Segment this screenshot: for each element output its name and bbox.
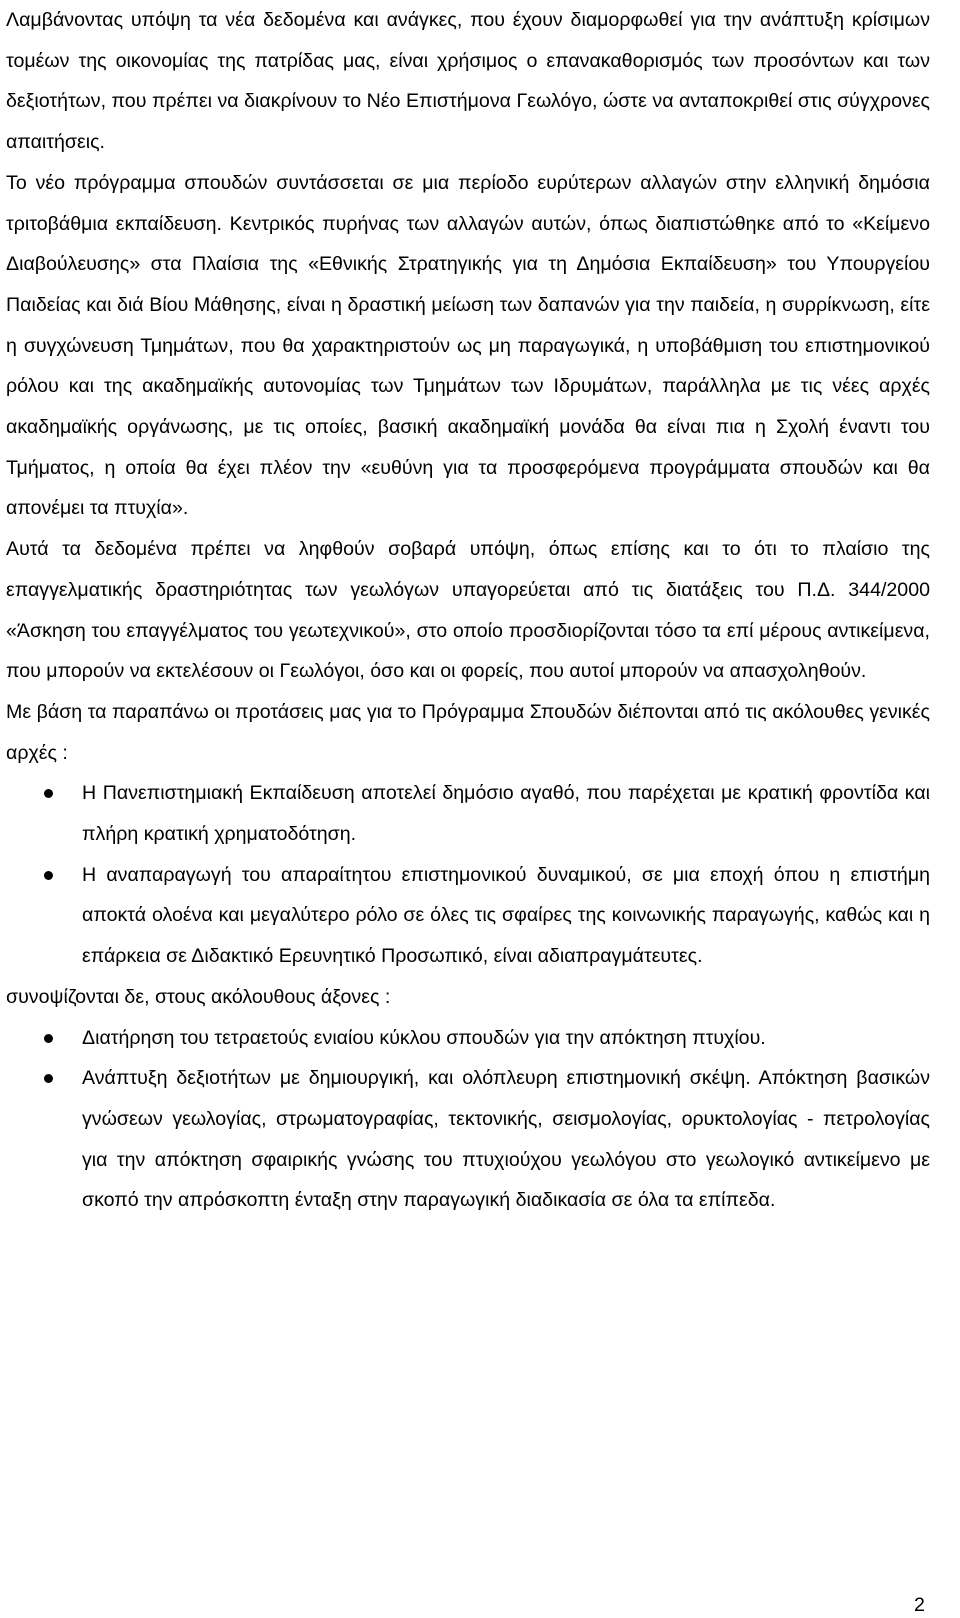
paragraph-curriculum-context: Το νέο πρόγραμμα σπουδών συντάσσεται σε μια περίοδο ευρύτερων αλλαγών στην ελληνική δημόσια τριτοβάθμια εκπαίδευση. Κεντρικός πυρήνας των αλλαγών αυτών, όπως διαπιστώθηκε από το «Κείμενο Διαβούλευσης» στα Πλαίσια της «Εθνικής Στρατηγικής για τη Δημόσια Εκπαίδευση» του Υπουργείου Παιδείας και διά Βίου Μάθησης, είναι η δραστική μείωση των δαπανών για την παιδεία, η συρρίκνωση, είτε η συγχώνευση Τμημάτων, που θα χαρακτηριστούν ως μη παραγωγικά, η υποβάθμιση του επιστημονικού ρόλου και της ακαδημαϊκής αυτονομίας των Τμημάτων των Ιδρυμάτων, παράλληλα με τις νέες αρχές ακαδημαϊκής οργάνωσης, με τις οποίες, βασική ακαδημαϊκή μονάδα θα είναι πια η Σχολή έναντι του Τμήματος, η οποία θα έχει πλέον την «ευθύνη για τα προσφερόμενα προγράμματα σπουδών και θα απονέμει τα πτυχία». [6,171,930,520]
list-item-text: Διατήρηση του τετραετούς ενιαίου κύκλου σπουδών για την απόκτηση πτυχίου. [82,1026,766,1049]
list-item [6,1058,930,1221]
axes-list [6,1018,930,1222]
paragraph-axes-intro: συνοψίζονται δε, στους ακόλουθους άξονες : [6,985,391,1008]
paragraph-intro: Λαμβάνοντας υπόψη τα νέα δεδομένα και ανάγκες, που έχουν διαμορφωθεί για την ανάπτυξη κρίσιμων τομέων της οικονομίας της πατρίδας μας, είναι χρήσιμος ο επανακαθορισμός των προσόντων και των δεξιοτήτων, που πρέπει να διακρίνουν το Νέο Επιστήμονα Γεωλόγο, ώστε να ανταποκριθεί στις σύγχρονες απαιτήσεις. [6,9,930,154]
page-number: 2 [914,1594,925,1616]
principles-list [6,773,930,977]
paragraph-legal-framework: Αυτά τα δεδομένα πρέπει να ληφθούν σοβαρά υπόψη, όπως επίσης και το ότι το πλαίσιο της επαγγελματικής δραστηριότητας των γεωλόγων υπαγορεύεται από τις διατάξεις του Π.Δ. 344/2000 «Άσκηση του επαγγέλματος του γεωτεχνικού», στο οποίο προσδιορίζονται τόσο τα επί μέρους αντικείμενα, που μπορούν να εκτελέσουν οι Γεωλόγοι, όσο και οι φορείς, που αυτοί μπορούν να απασχοληθούν. [6,538,930,683]
document-page [6,0,930,1221]
list-item-text: Η Πανεπιστημιακή Εκπαίδευση αποτελεί δημόσιο αγαθό, που παρέχεται με κρατική φροντίδα και πλήρη κρατική χρηματοδότηση. [82,782,930,846]
bullet-icon [44,1074,53,1083]
bullet-icon [44,1034,53,1043]
list-item [6,855,930,977]
bullet-icon [44,789,53,798]
paragraph-principles-intro: Με βάση τα παραπάνω οι προτάσεις μας για το Πρόγραμμα Σπουδών διέπονται από τις ακόλουθες γενικές αρχές : [6,700,930,764]
bullet-icon [44,871,53,880]
list-item-text: Η αναπαραγωγή του απαραίτητου επιστημονικού δυναμικού, σε μια εποχή όπου η επιστήμη αποκτά ολοένα και μεγαλύτερο ρόλο σε όλες τις σφαίρες της κοινωνικής παραγωγής, καθώς και η επάρκεια σε Διδακτικό Ερευνητικό Προσωπικό, είναι αδιαπραγμάτευτες. [82,863,930,968]
list-item [6,1018,930,1059]
list-item [6,773,930,854]
list-item-text: Ανάπτυξη δεξιοτήτων με δημιουργική, και ολόπλευρη επιστημονική σκέψη. Απόκτηση βασικών γνώσεων γεωλογίας, στρωματογραφίας, τεκτονικής, σεισμολογίας, ορυκτολογίας - πετρολογίας για την απόκτηση σφαιρικής γνώσης του πτυχιούχου γεωλόγου στο γεωλογικό αντικείμενο με σκοπό την απρόσκοπτη ένταξη στην παραγωγική διαδικασία σε όλα τα επίπεδα. [82,1067,930,1212]
